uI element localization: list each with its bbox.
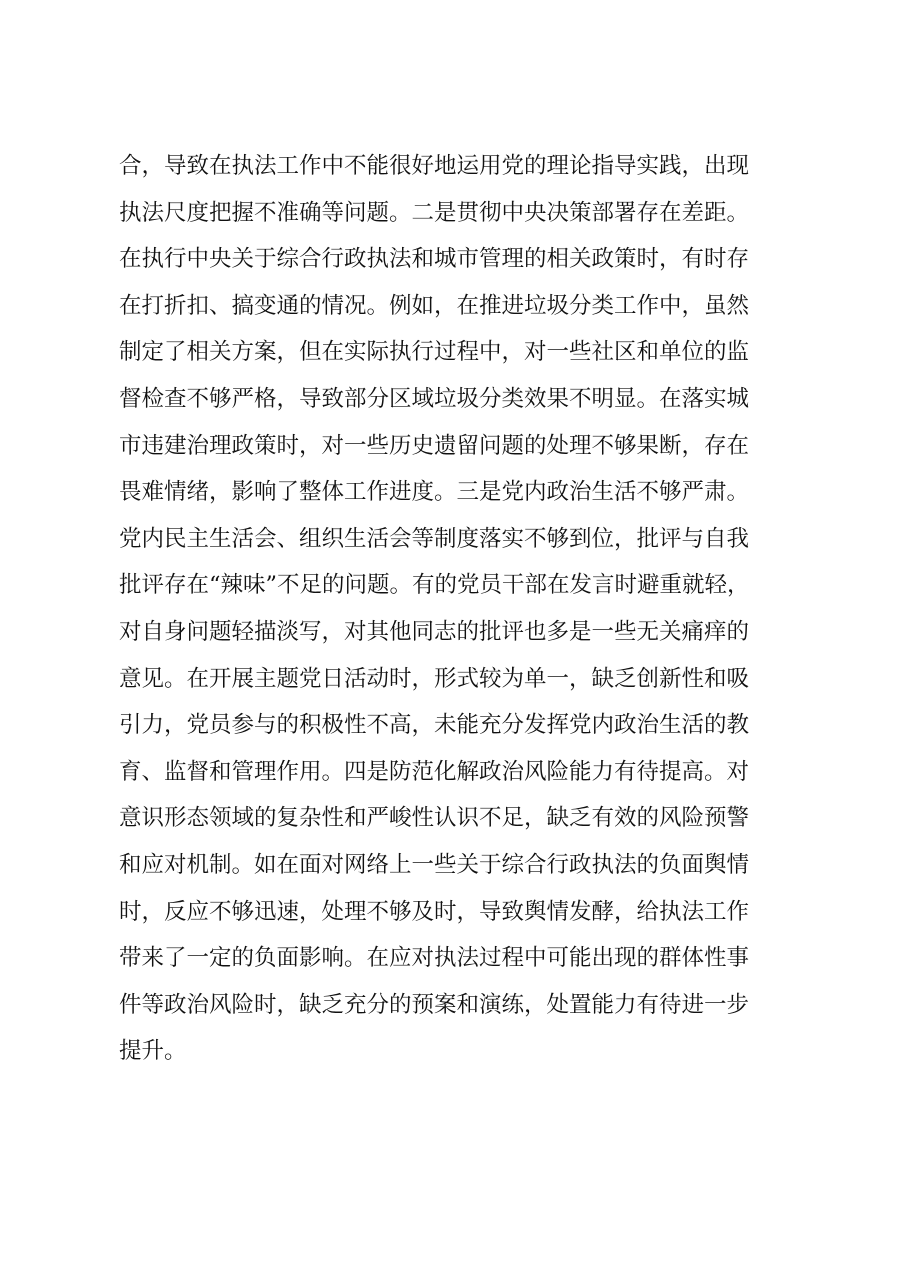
text-line: 执法尺度把握不准确等问题。二是贯彻中央决策部署存在差距。 <box>119 199 750 226</box>
text-line: 引力，党员参与的积极性不高，未能充分发挥党内政治生活的教 <box>119 712 750 739</box>
text-line: 在打折扣、搞变通的情况。例如，在推进垃圾分类工作中，虽然 <box>119 292 750 319</box>
text-line: 和应对机制。如在面对网络上一些关于综合行政执法的负面舆情 <box>119 851 750 878</box>
text-line: 育、监督和管理作用。四是防范化解政治风险能力有待提高。对 <box>119 758 750 785</box>
text-line: 意见。在开展主题党日活动时，形式较为单一，缺乏创新性和吸 <box>119 665 750 692</box>
text-line: 件等政治风险时，缺乏充分的预案和演练，处置能力有待进一步 <box>119 991 750 1018</box>
text-line: 意识形态领域的复杂性和严峻性认识不足，缺乏有效的风险预警 <box>119 805 750 832</box>
text-line: 带来了一定的负面影响。在应对执法过程中可能出现的群体性事 <box>119 945 750 972</box>
text-line: 党内民主生活会、组织生活会等制度落实不够到位，批评与自我 <box>119 525 750 552</box>
text-line: 制定了相关方案，但在实际执行过程中，对一些社区和单位的监 <box>119 339 750 366</box>
text-line: 畏难情绪，影响了整体工作进度。三是党内政治生活不够严肃。 <box>119 479 750 506</box>
text-line: 批评存在“辣味”不足的问题。有的党员干部在发言时避重就轻， <box>119 572 750 599</box>
text-line: 合，导致在执法工作中不能很好地运用党的理论指导实践，出现 <box>119 153 750 179</box>
text-line: 督检查不够严格，导致部分区域垃圾分类效果不明显。在落实城 <box>119 385 750 412</box>
text-line: 市违建治理政策时，对一些历史遗留问题的处理不够果断，存在 <box>119 432 750 459</box>
text-line: 提升。 <box>119 1038 187 1065</box>
body-text <box>119 143 799 1075</box>
text-line: 在执行中央关于综合行政执法和城市管理的相关政策时，有时存 <box>119 246 750 273</box>
text-line: 时，反应不够迅速，处理不够及时，导致舆情发酵，给执法工作 <box>119 898 750 925</box>
text-line: 对自身问题轻描淡写，对其他同志的批评也多是一些无关痛痒的 <box>119 618 750 645</box>
